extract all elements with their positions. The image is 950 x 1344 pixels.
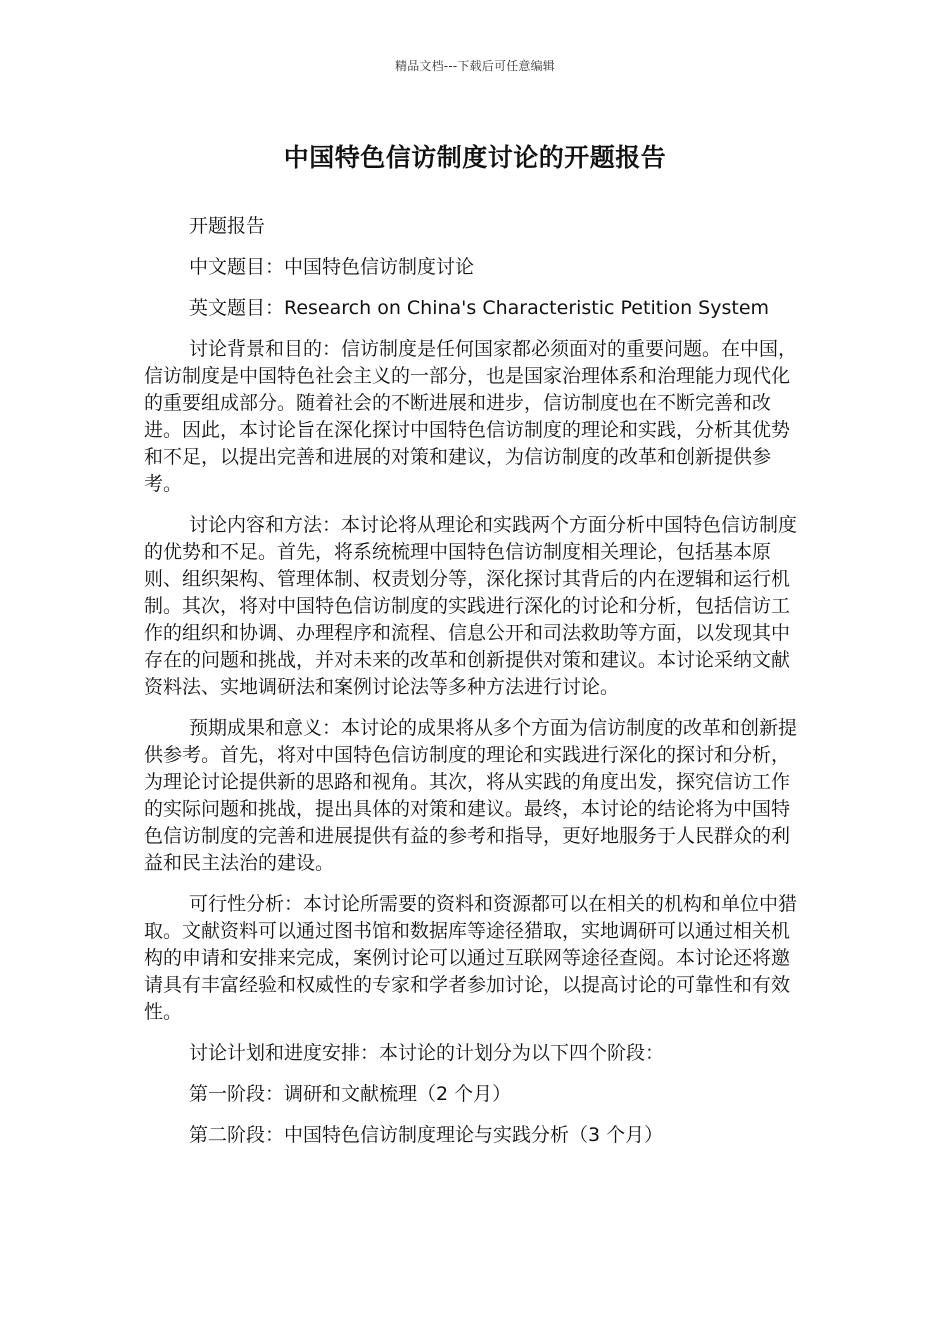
paragraph-chinese-title: 中文题目：中国特色信访制度讨论	[189, 256, 475, 278]
paragraph-report-label: 开题报告	[189, 215, 266, 237]
document-title: 中国特色信访制度讨论的开题报告	[283, 143, 667, 172]
paragraph-phase-2: 第二阶段：中国特色信访制度理论与实践分析（3 个月）	[189, 1124, 664, 1146]
paragraph-background: 讨论背景和目的：信访制度是任何国家都必须面对的重要问题。在中国，信访制度是中国特色社会主义的一部分，也是国家治理体系和治理能力现代化的重要组成部分。随着社会的不断进展和进步，信访制度也在不断完善和改进。因此，本讨论旨在深化探讨中国特色信访制度的理论和实践，分析其优势和不足，以提出完善和进展的对策和建议，为信访制度的改革和创新提供参考。	[144, 338, 798, 495]
paragraph-schedule: 讨论计划和进度安排：本讨论的计划分为以下四个阶段：	[189, 1042, 665, 1064]
paragraph-expected-results: 预期成果和意义：本讨论的成果将从多个方面为信访制度的改革和创新提供参考。首先，将对中国特色信访制度的理论和实践进行深化的探讨和分析，为理论讨论提供新的思路和视角。其次，将从实践的角度出发，探究信访工作的实际问题和挑战，提出具体的对策和建议。最终，本讨论的结论将为中国特色信访制度的完善和进展提供有益的参考和指导，更好地服务于人民群众的利益和民主法治的建设。	[144, 717, 798, 874]
paragraph-content-method: 讨论内容和方法：本讨论将从理论和实践两个方面分析中国特色信访制度的优势和不足。首先，将系统梳理中国特色信访制度相关理论，包括基本原则、组织架构、管理体制、权责划分等，深化探讨其背后的内在逻辑和运行机制。其次，将对中国特色信访制度的实践进行深化的讨论和分析，包括信访工作的组织和协调、办理程序和流程、信息公开和司法救助等方面，以发现其中存在的问题和挑战，并对未来的改革和创新提供对策和建议。本讨论采纳文献资料法、实地调研法和案例讨论法等多种方法进行讨论。	[144, 514, 798, 698]
paragraph-phase-1: 第一阶段：调研和文献梳理（2 个月）	[189, 1083, 512, 1105]
document-body	[144, 213, 800, 1163]
paragraph-feasibility: 可行性分析：本讨论所需要的资料和资源都可以在相关的机构和单位中猎取。文献资料可以通过图书馆和数据库等途径猎取，实地调研可以通过相关机构的申请和安排来完成，案例讨论可以通过互联网等途径查阅。本讨论还将邀请具有丰富经验和权威性的专家和学者参加讨论，以提高讨论的可靠性和有效性。	[144, 893, 798, 1023]
header-note: 精品文档---下载后可任意编辑	[395, 59, 555, 73]
paragraph-english-title: 英文题目：Research on China's Characteristic Petition System	[189, 297, 770, 319]
